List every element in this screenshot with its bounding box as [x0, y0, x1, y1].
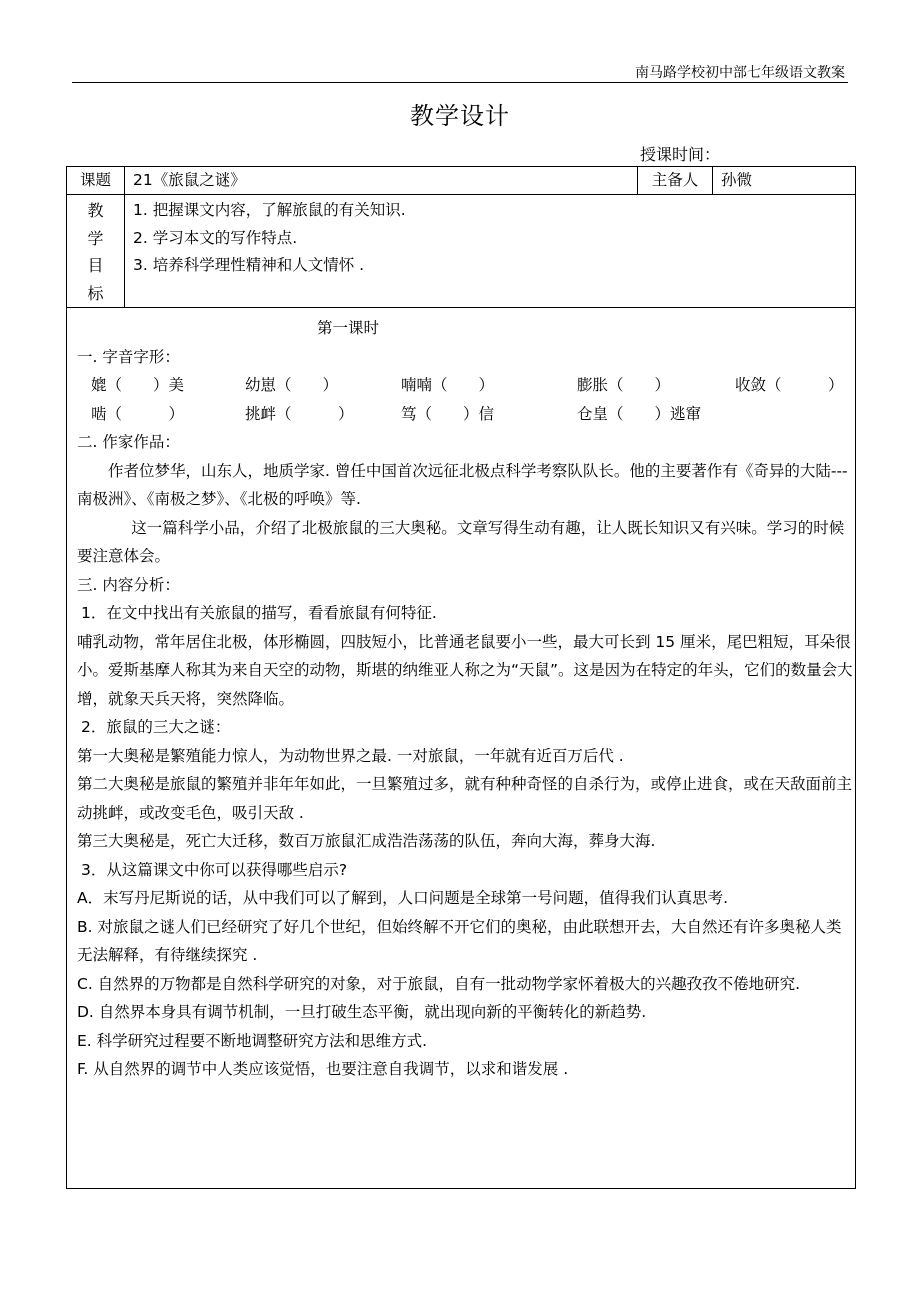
insight-c: C. 自然界的万物都是自然科学研究的对象，对于旅鼠，自有一批动物学家怀着极大的兴趣孜孜不倦地研究.	[77, 974, 801, 993]
word-item: 挑衅（ ）	[245, 404, 354, 423]
objective-item: 2. 学习本文的写作特点.	[133, 228, 298, 247]
insight-d: D. 自然界本身具有调节机制，一旦打破生态平衡，就出现向新的平衡转化的新趋势.	[77, 1003, 647, 1021]
lesson-content	[67, 308, 856, 1189]
insight-e: E. 科学研究过程要不断地调整研究方法和思维方式.	[77, 1031, 428, 1050]
objective-item: 3. 培养科学理性精神和人文情怀 .	[133, 256, 365, 274]
word-item: 媲（ ）美	[91, 376, 185, 394]
question-1: 1．在文中找出有关旅鼠的描写，看看旅鼠有何特征.	[81, 604, 437, 622]
question-3: 3．从这篇课文中你可以获得哪些启示?	[81, 860, 348, 879]
mystery-1: 第一大奥秘是繁殖能力惊人，为动物世界之最. 一对旅鼠，一年就有近百万后代 .	[77, 746, 624, 765]
section-pronunciation-title: 一. 字音字形：	[77, 347, 180, 366]
mystery-3: 第三大奥秘是，死亡大迁移，数百万旅鼠汇成浩浩荡荡的队伍，奔向大海，葬身大海.	[77, 832, 656, 850]
word-item: 收敛（ ）	[735, 376, 844, 394]
objectives-row	[67, 195, 856, 308]
word-item: 幼崽（ ）	[245, 376, 339, 394]
word-item: 喃喃（ ）	[401, 376, 495, 394]
preparer-value: 孙微	[713, 167, 856, 195]
objectives-label: 教 学 目 标	[67, 195, 125, 308]
author-paragraph: 作者位梦华，山东人，地质学家. 曾任中国首次远征北极点科学考察队队长。他的主要著作有《奇异的大陆---南极洲》、《南极之梦》、《北极的呼唤》等.	[77, 461, 848, 508]
preparer-label: 主备人	[638, 167, 713, 195]
insight-f: F. 从自然界的调节中人类应该觉悟，也要注意自我调节，以求和谐发展 .	[77, 1060, 569, 1078]
insight-b: B. 对旅鼠之谜人们已经研究了好几个世纪，但始终解不开它们的奥秘，由此联想开去，大自然还有许多奥秘人类无法解释，有待继续探究 .	[77, 917, 842, 964]
header-divider	[72, 82, 848, 83]
page-title: 教学设计	[410, 102, 510, 130]
word-item: 仓皇（ ）逃窜	[577, 404, 702, 423]
school-header: 南马路学校初中部七年级语文教案	[635, 65, 845, 81]
summary-paragraph: 这一篇科学小品，介绍了北极旅鼠的三大奥秘。文章写得生动有趣，让人既长知识又有兴味。学习的时候要注意体会。	[77, 518, 845, 565]
word-item: 啮（ ）	[91, 404, 185, 423]
topic-value: 21《旅鼠之谜》	[125, 167, 638, 195]
class-time-label: 授课时间：	[640, 145, 721, 164]
objective-item: 1. 把握课文内容，了解旅鼠的有关知识.	[133, 201, 406, 219]
lesson-heading: 第一课时	[317, 319, 380, 337]
insight-a: A．末写丹尼斯说的话，从中我们可以了解到，人口问题是全球第一号问题，值得我们认真思考.	[77, 889, 729, 907]
objectives-list	[125, 195, 856, 308]
section-author-title: 二. 作家作品：	[77, 433, 180, 451]
question-2: 2．旅鼠的三大之谜：	[81, 718, 231, 736]
word-item: 膨胀（ ）	[577, 376, 671, 394]
word-item: 笃（ ）信	[401, 404, 495, 423]
topic-row	[67, 167, 856, 195]
mystery-2: 第二大奥秘是旅鼠的繁殖并非年年如此，一旦繁殖过多，就有种种奇怪的自杀行为，或停止进食，或在天敌面前主动挑衅，或改变毛色，吸引天敌 .	[77, 775, 853, 822]
content-row	[67, 308, 856, 1189]
answer-1: 哺乳动物，常年居住北极，体形椭圆，四肢短小，比普通老鼠要小一些，最大可长到 15 厘米，尾巴粗短，耳朵很小。爱斯基摩人称其为来自天空的动物，斯堪的纳维亚人称之为“天鼠”。这是因为在特定的年头，它们的数量会大增，就象天兵天将，突然降临。	[77, 632, 853, 708]
lesson-plan-table	[66, 166, 856, 1189]
section-analysis-title: 三. 内容分析：	[77, 575, 180, 594]
word-row	[77, 371, 855, 400]
topic-label: 课题	[67, 167, 125, 195]
word-row	[77, 400, 855, 429]
